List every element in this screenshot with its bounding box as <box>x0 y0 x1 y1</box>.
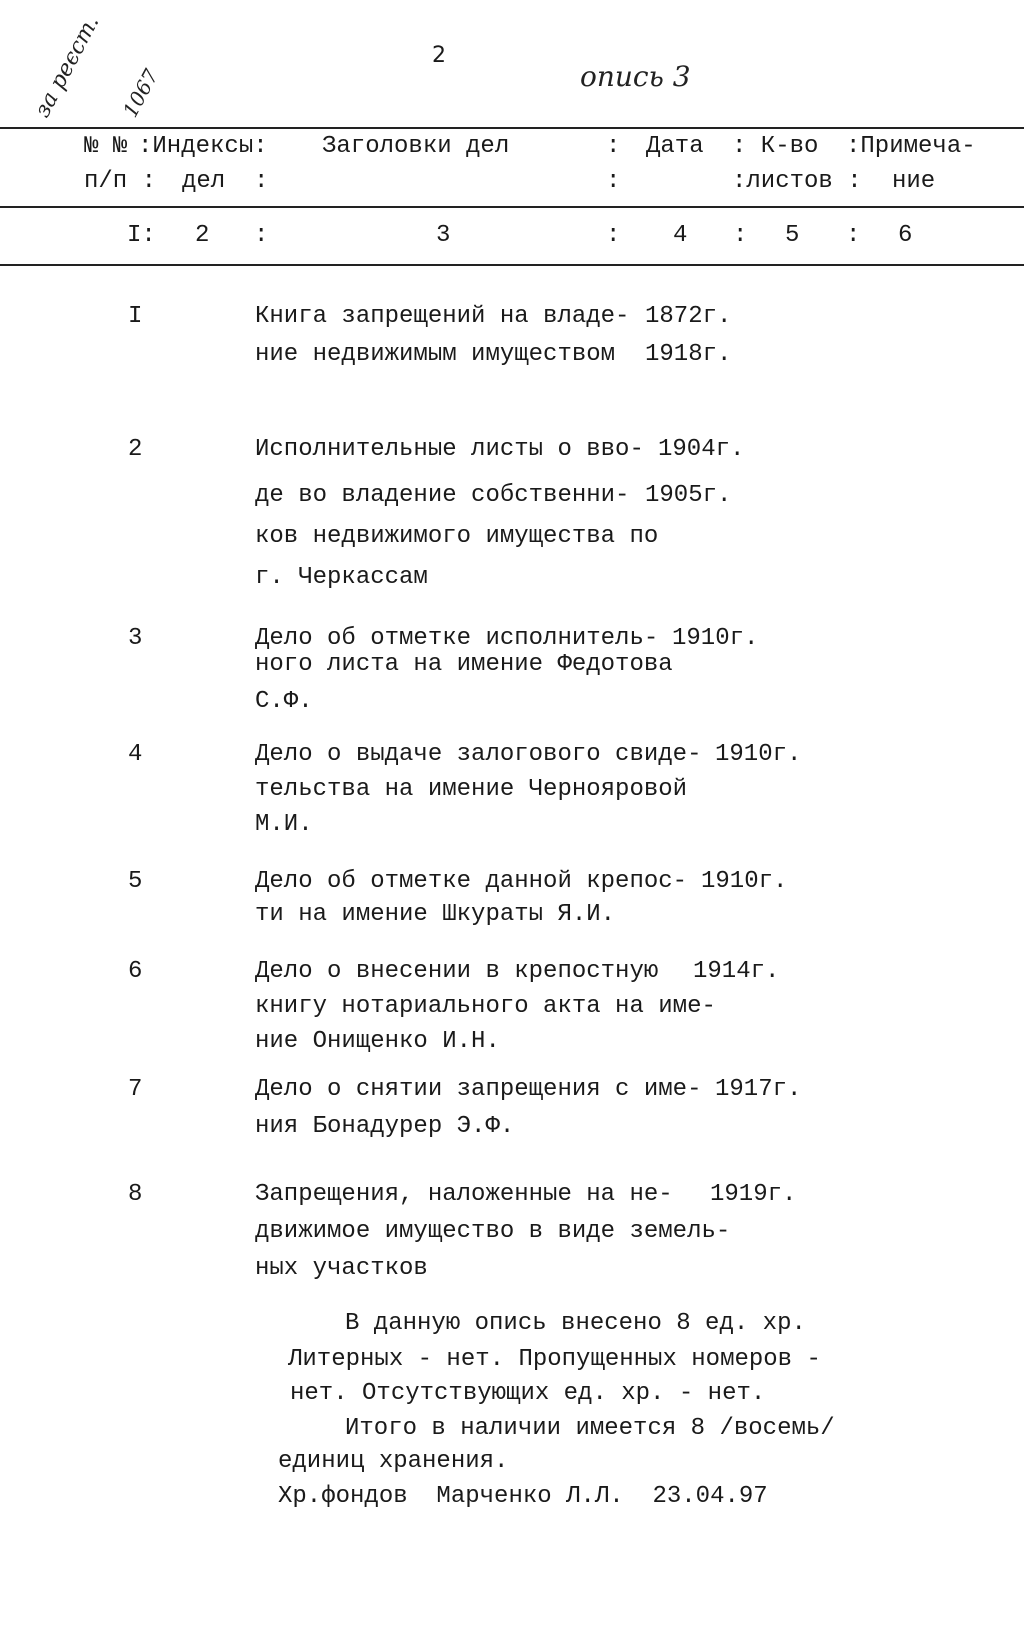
column-number: I: <box>127 222 156 249</box>
entry-title-line: М.И. <box>255 811 313 838</box>
summary-line: Итого в наличии имеется 8 /восемь/ <box>345 1415 835 1442</box>
page-number: 2 <box>432 43 446 68</box>
handwritten-register-note: за реєст. <box>30 11 105 122</box>
signature-line: Хр.фондов Марченко Л.Л. 23.04.97 <box>278 1483 768 1510</box>
entry-number: 5 <box>128 868 143 895</box>
entry-date: 1914г. <box>693 958 780 985</box>
column-number: 4 <box>673 222 688 249</box>
summary-line: нет. Отсутствующих ед. хр. - нет. <box>290 1380 766 1407</box>
header-bottom-rule <box>0 264 1024 266</box>
entry-title-line: Книга запрещений на владе- <box>255 303 630 330</box>
entry-number: 2 <box>128 436 143 463</box>
column-number: : <box>846 222 861 249</box>
entry-title-line: ных участков <box>255 1255 428 1282</box>
entry-date: 1918г. <box>645 341 732 368</box>
entry-title-line: Дело об отметке данной крепос- <box>255 868 688 895</box>
entry-number: 6 <box>128 958 143 985</box>
header-middle-rule <box>0 206 1024 208</box>
handwritten-register-number: 1067 <box>118 65 164 122</box>
entry-date: 1917г. <box>715 1076 802 1103</box>
entry-title-line: ния Бонадурер Э.Ф. <box>255 1113 515 1140</box>
entry-date: 1872г. <box>645 303 732 330</box>
column-number: : <box>733 222 748 249</box>
entry-date: 1904г. <box>658 436 745 463</box>
summary-line: Литерных - нет. Пропущенных номеров - <box>288 1346 821 1373</box>
entry-number: 8 <box>128 1181 143 1208</box>
entry-number: I <box>128 303 143 330</box>
summary-line: В данную опись внесено 8 ед. хр. <box>345 1310 806 1337</box>
entry-title-line: Дело о внесении в крепостную <box>255 958 659 985</box>
header-col-5: Дата <box>646 133 704 160</box>
entry-title-line: тельства на имение Чернояровой <box>255 776 688 803</box>
column-number: : <box>254 222 269 249</box>
header-col-line2-5: :листов : <box>732 168 862 195</box>
entry-title-line: ного листа на имение Федотова <box>255 651 673 678</box>
entry-date: 1919г. <box>710 1181 797 1208</box>
header-col-4: : <box>606 133 621 160</box>
entry-date: 1910г. <box>701 868 788 895</box>
entry-title-line: С.Ф. <box>255 688 313 715</box>
entry-date: 1905г. <box>645 482 732 509</box>
entry-number: 7 <box>128 1076 143 1103</box>
entry-title-line: ков недвижимого имущества по <box>255 523 659 550</box>
handwritten-opis: опись 3 <box>580 60 691 93</box>
entry-title-line: Запрещения, наложенные на не- <box>255 1181 673 1208</box>
entry-title-line: движимое имущество в виде земель- <box>255 1218 731 1245</box>
header-col-2: :Индексы: <box>138 133 268 160</box>
header-col-line2-6: ние <box>892 168 936 195</box>
entry-number: 3 <box>128 625 143 652</box>
column-number: 5 <box>785 222 800 249</box>
entry-title-line: ние Онищенко И.Н. <box>255 1028 500 1055</box>
entry-title-line: де во владение собственни- <box>255 482 630 509</box>
header-col-line2-2: дел <box>182 168 226 195</box>
column-number: 2 <box>195 222 210 249</box>
entry-title-line: Дело об отметке исполнитель- <box>255 625 659 652</box>
header-col-line2-4: : <box>606 168 621 195</box>
column-number: 6 <box>898 222 913 249</box>
entry-title-line: ние недвижимым имуществом <box>255 341 616 368</box>
entry-date: 1910г. <box>715 741 802 768</box>
summary-line: единиц хранения. <box>278 1448 509 1475</box>
entry-title-line: ти на имение Шкураты Я.И. <box>255 901 616 928</box>
header-col-7: :Примеча- <box>846 133 976 160</box>
header-col-6: : К-во <box>732 133 819 160</box>
header-col-line2-1: п/п : <box>84 168 157 195</box>
entry-title-line: книгу нотариального акта на име- <box>255 993 716 1020</box>
header-col-line2-3: : <box>254 168 269 195</box>
entry-title-line: Дело о выдаче залогового свиде- <box>255 741 702 768</box>
entry-number: 4 <box>128 741 143 768</box>
column-number: : <box>606 222 621 249</box>
entry-title-line: г. Черкассам <box>255 564 428 591</box>
header-top-rule <box>0 127 1024 129</box>
header-col-3: Заголовки дел <box>322 133 510 160</box>
column-number: 3 <box>436 222 451 249</box>
entry-title-line: Дело о снятии запрещения с име- <box>255 1076 702 1103</box>
entry-title-line: Исполнительные листы о вво- <box>255 436 644 463</box>
header-col-1: № № <box>84 133 128 160</box>
entry-date: 1910г. <box>672 625 759 652</box>
